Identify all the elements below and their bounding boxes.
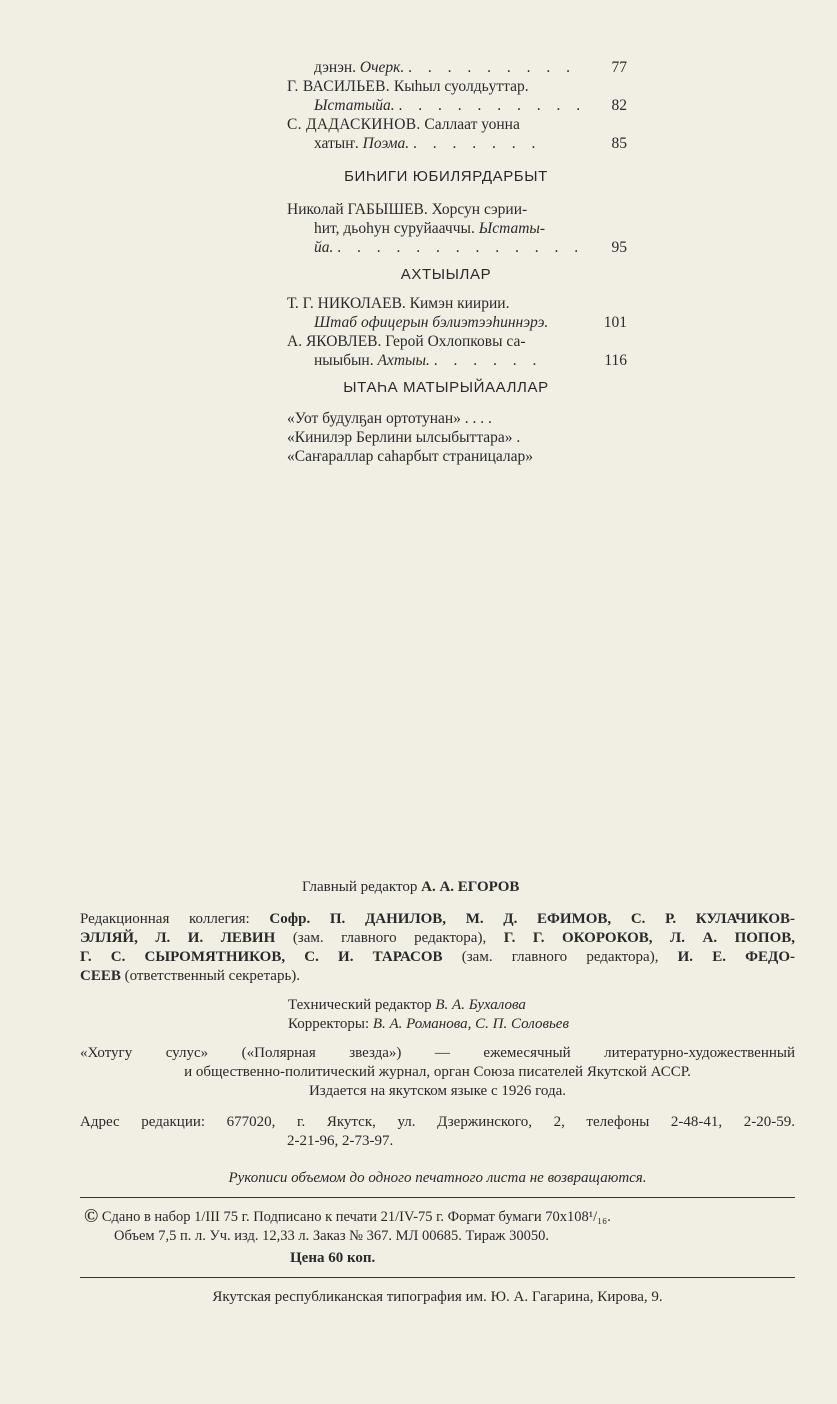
copyright-icon: ©	[84, 1206, 99, 1227]
entry-genre: Очерк.	[359, 59, 405, 76]
board-members: СЕЕВ	[80, 968, 121, 984]
tech-editor-name: В. А. Бухалова	[435, 997, 526, 1013]
entry-title-cont: хатыҥ.	[314, 135, 359, 152]
print-details-line: Сдано в набор 1/III 75 г. Подписано к печати 21/IV-75 г. Формат бумаги 70x108¹/₁₆.	[101, 1209, 611, 1225]
board-role: (зам. главного редактора),	[461, 949, 659, 965]
section-heading-materials: ЫТАҺА МАТЫРЫЙААЛЛАР	[343, 379, 549, 396]
journal-description-line: Издается на якутском языке с 1926 года.	[308, 1083, 567, 1099]
leader-dots: . . . . . .	[433, 352, 543, 369]
section-heading-memoirs: АХТЫЫЛАР	[400, 266, 492, 283]
materials-list-item: «Кинилэр Берлини ылсыбыттара» .	[287, 429, 521, 446]
entry-author: Т. Г. НИКОЛАЕВ.	[287, 295, 406, 312]
price: Цена 60 коп.	[290, 1250, 376, 1266]
editorial-address	[80, 1113, 795, 1151]
print-details	[80, 1207, 795, 1268]
correctors-names: В. А. Романова, С. П. Соловьев	[372, 1016, 569, 1032]
entry-title: Хорсун сэрии-	[431, 201, 528, 218]
entry-title: Кимэн киирии.	[409, 295, 510, 312]
correctors-label: Корректоры:	[288, 1016, 370, 1032]
chief-editor-label: Главный редактор	[302, 879, 418, 895]
page-number: 95	[611, 239, 627, 256]
imprint-block	[80, 878, 795, 1307]
tech-editor-line	[288, 996, 795, 1015]
table-of-contents	[287, 58, 627, 466]
page-number: 116	[604, 352, 627, 369]
entry-genre: Ыстаты-	[478, 220, 546, 237]
entry-genre: Поэма.	[362, 135, 410, 152]
manuscripts-notice: Рукописи объемом до одного печатного листа не возвращаются.	[228, 1170, 647, 1186]
materials-list-item: «Уот будулҕан ортотунан» . . . .	[287, 410, 492, 427]
page-number: 101	[603, 314, 627, 331]
address-line: Адрес редакции: 677020, г. Якутск, ул. Дзержинского, 2, телефоны 2-48-41, 2-20-59.	[80, 1114, 795, 1130]
entry-genre: Штаб офицерын бэлиэтээһиннэрэ.	[314, 314, 549, 331]
entry-title-cont: һит, дьоһун суруйааччы.	[314, 220, 475, 237]
page-number: 82	[611, 97, 627, 114]
toc-entry-nikolaev	[287, 294, 627, 332]
journal-description	[80, 1044, 795, 1101]
entry-genre: Ахтыы.	[377, 352, 430, 369]
entry-author: Николай ГАБЫШЕВ.	[287, 201, 428, 218]
entry-title-cont: ныыбын.	[314, 352, 374, 369]
toc-entry-dadaskinov	[287, 115, 627, 153]
toc-entry-ocherk	[287, 58, 627, 77]
leader-dots: . . . . . . . . . .	[398, 97, 587, 114]
journal-description-line: и общественно-политический журнал, орган Союза писателей Якутской АССР.	[184, 1064, 691, 1080]
board-members: Софр. П. ДАНИЛОВ, М. Д. ЕФИМОВ, С. Р. КУЛАЧИКОВ-	[269, 911, 795, 927]
entry-title: Кыһыл суолдьуттар.	[393, 78, 529, 95]
entry-author: А. ЯКОВЛЕВ.	[287, 333, 382, 350]
print-details-line: Объем 7,5 п. л. Уч. изд. 12,33 л. Заказ № 367. МЛ 00685. Тираж 30050.	[114, 1228, 549, 1244]
toc-entry-vasilyev	[287, 77, 627, 115]
printer-line: Якутская республиканская типография им. Ю. А. Гагарина, Кирова, 9.	[212, 1289, 663, 1305]
board-members: И. Е. ФЕДО-	[677, 949, 796, 965]
phones-line: 2-21-96, 2-73-97.	[287, 1133, 394, 1149]
chief-editor-line	[302, 878, 795, 897]
board-label: Редакционная коллегия:	[80, 911, 250, 927]
board-role: (зам. главного редактора),	[292, 930, 487, 946]
leader-dots: . . . . . . .	[413, 135, 542, 152]
page-number: 77	[611, 59, 627, 76]
board-members: ЭЛЛЯЙ, Л. И. ЛЕВИН	[80, 930, 276, 946]
board-members: Г. Г. ОКОРОКОВ, Л. А. ПОПОВ,	[503, 930, 796, 946]
correctors-line	[288, 1015, 795, 1034]
page-number: 85	[611, 135, 627, 152]
leader-dots: . . . . . . . . .	[408, 59, 577, 76]
editorial-board	[80, 910, 795, 986]
leader-dots: . . . . . . . . . . . . .	[337, 239, 585, 256]
materials-list-item: «Саҥараллар саһарбыт страницалар»	[287, 448, 534, 465]
entry-title: дэнэн.	[314, 59, 357, 76]
board-role: (ответственный секретарь).	[124, 968, 301, 984]
entry-genre-cont: йа.	[314, 239, 334, 256]
toc-entry-yakovlev	[287, 332, 627, 370]
entry-author: Г. ВАСИЛЬЕВ.	[287, 78, 390, 95]
entry-title: Саллаат уонна	[424, 116, 520, 133]
board-members: Г. С. СЫРОМЯТНИКОВ, С. И. ТАРАСОВ	[80, 949, 443, 965]
entry-author: С. ДАДАСКИНОВ.	[287, 116, 421, 133]
tech-editor-label: Технический редактор	[288, 997, 432, 1013]
journal-description-line: «Хотугу сулус» («Полярная звезда») — ежемесячный литературно-художественный	[80, 1045, 795, 1061]
toc-entry-gabyshev	[287, 200, 627, 257]
entry-title: Герой Охлопковы са-	[385, 333, 526, 350]
section-heading-jubilees: БИҺИГИ ЮБИЛЯРДАРБЫТ	[344, 168, 548, 185]
entry-genre: Ыстатыйа.	[314, 97, 395, 114]
chief-editor-name: А. А. ЕГОРОВ	[421, 879, 520, 895]
